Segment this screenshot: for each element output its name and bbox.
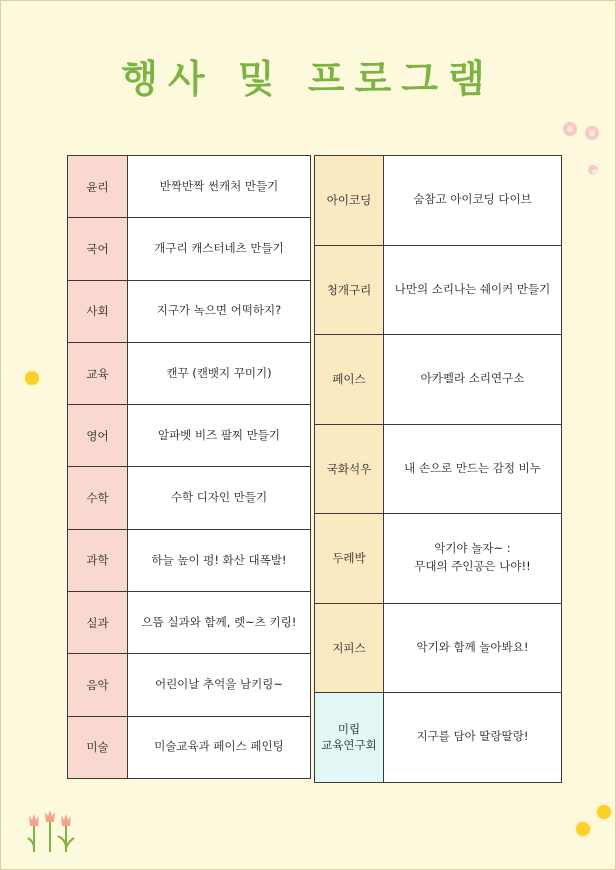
activity-cell: 으뜸 실과와 함께, 렛~츠 키링! xyxy=(128,592,311,654)
subject-cell: 교육 xyxy=(68,342,128,404)
table-row xyxy=(315,245,562,335)
subject-cell: 청개구리 xyxy=(315,245,384,335)
activity-cell: 개구리 캐스터네츠 만들기 xyxy=(128,218,311,280)
dot-decoration xyxy=(576,822,590,836)
activity-line: 악기야 놀자~ : xyxy=(434,541,511,556)
table-row xyxy=(315,424,562,514)
activity-cell: 숨참고 아이코딩 다이브 xyxy=(384,156,562,246)
page-title: 행사 및 프로그램 xyxy=(121,57,495,101)
table-row xyxy=(68,592,311,654)
table-row xyxy=(68,529,311,591)
subject-cell: 실과 xyxy=(68,592,128,654)
activity-cell: 캔꾸 (캔뱃지 꾸미기) xyxy=(128,342,311,404)
dot-decoration xyxy=(597,805,611,819)
activity-cell: 지구를 담아 딸랑딸랑! xyxy=(384,693,562,783)
activity-cell: 알파벳 비즈 팔찌 만들기 xyxy=(128,405,311,467)
flower-icon xyxy=(585,126,599,140)
table-row xyxy=(68,716,311,778)
right-program-table xyxy=(314,155,562,783)
table-row xyxy=(68,156,311,218)
activity-cell: 수학 디자인 만들기 xyxy=(128,467,311,529)
flower-icon xyxy=(563,122,577,136)
subject-cell: 국화석우 xyxy=(315,424,384,514)
subject-cell: 과학 xyxy=(68,529,128,591)
table-row xyxy=(315,514,562,604)
subject-line: 미립 xyxy=(337,722,361,737)
activity-cell: 반짝반짝 썬캐처 만들기 xyxy=(128,156,311,218)
activity-line: 무대의 주인공은 나야!! xyxy=(414,559,531,574)
flower-icon xyxy=(588,165,598,175)
table-row xyxy=(315,156,562,246)
table-row xyxy=(68,405,311,467)
table-row xyxy=(68,280,311,342)
left-program-table xyxy=(67,155,311,779)
activity-cell: 악기와 함께 놀아봐요! xyxy=(384,603,562,693)
subject-cell: 미술 xyxy=(68,716,128,778)
activity-cell: 지구가 녹으면 어떡하지? xyxy=(128,280,311,342)
table-row xyxy=(68,342,311,404)
subject-cell: 음악 xyxy=(68,654,128,716)
subject-line: 교육연구회 xyxy=(321,738,377,753)
activity-cell: 아카펠라 소리연구소 xyxy=(384,335,562,425)
subject-cell: 아이코딩 xyxy=(315,156,384,246)
subject-cell xyxy=(315,693,384,783)
subject-cell: 지피스 xyxy=(315,603,384,693)
dot-decoration xyxy=(25,371,39,385)
table-row xyxy=(315,603,562,693)
subject-cell: 사회 xyxy=(68,280,128,342)
subject-cell: 영어 xyxy=(68,405,128,467)
activity-cell: 미술교육과 페이스 페인팅 xyxy=(128,716,311,778)
table-row xyxy=(315,693,562,783)
subject-cell: 수학 xyxy=(68,467,128,529)
activity-cell: 어린이날 추억을 남키링~ xyxy=(128,654,311,716)
activity-cell xyxy=(384,514,562,604)
subject-cell: 페이스 xyxy=(315,335,384,425)
table-row xyxy=(68,467,311,529)
subject-cell: 윤리 xyxy=(68,156,128,218)
table-row xyxy=(68,654,311,716)
subject-cell: 두레박 xyxy=(315,514,384,604)
activity-cell: 하늘 높이 펑! 화산 대폭발! xyxy=(128,529,311,591)
activity-cell: 나만의 소리나는 쉐이커 만들기 xyxy=(384,245,562,335)
tulip-icon xyxy=(24,806,80,854)
table-row xyxy=(315,335,562,425)
table-row xyxy=(68,218,311,280)
subject-cell: 국어 xyxy=(68,218,128,280)
activity-cell: 내 손으로 만드는 감정 비누 xyxy=(384,424,562,514)
